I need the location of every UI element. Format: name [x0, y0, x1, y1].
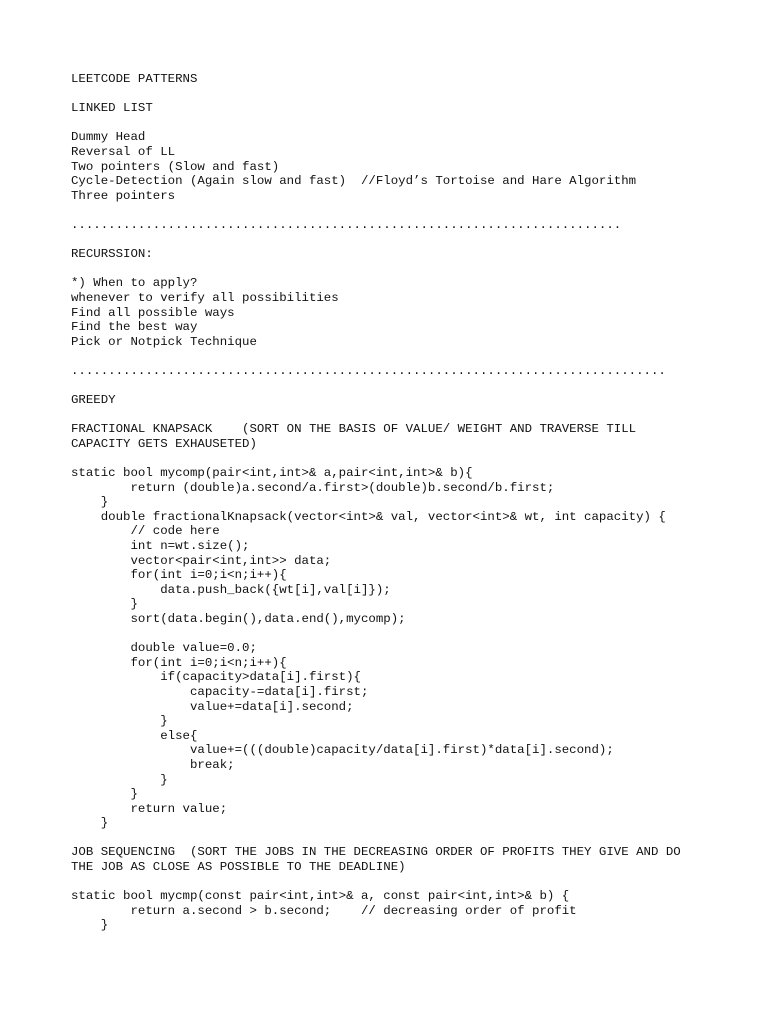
section-heading-linked-list: LINKED LIST [71, 101, 153, 116]
code-line: break; [71, 757, 235, 772]
code-line: else{ [71, 728, 198, 743]
code-line: } [71, 714, 168, 729]
blank-line [71, 875, 731, 890]
code-line: return a.second > b.second; // decreasing order of profit [71, 903, 577, 918]
doc-title: LEETCODE PATTERNS [71, 72, 198, 86]
list-item: Find all possible ways [71, 305, 235, 320]
code-line: static bool mycomp(pair<int,int>& a,pair<int,int>& b){ [71, 466, 473, 481]
blank-line [71, 378, 731, 393]
document-page [71, 72, 731, 933]
list-item: Cycle-Detection (Again slow and fast) //Floyd’s Tortoise and Hare Algorithm [71, 174, 637, 189]
subsection-heading-job-sequencing: JOB SEQUENCING (SORT THE JOBS IN THE DECREASING ORDER OF PROFITS THEY GIVE AND DO [71, 845, 681, 860]
list-item: Find the best way [71, 320, 198, 335]
code-line: value+=(((double)capacity/data[i].first)*data[i].second); [71, 743, 614, 758]
code-line: double value=0.0; [71, 641, 257, 656]
list-item: Dummy Head [71, 130, 146, 145]
code-line: } [71, 918, 109, 933]
blank-line [71, 203, 731, 218]
blank-line [71, 831, 731, 846]
code-line: vector<pair<int,int>> data; [71, 553, 332, 568]
list-item: whenever to verify all possibilities [71, 290, 339, 305]
code-line: return (double)a.second/a.first>(double)b.second/b.first; [71, 480, 555, 495]
code-line: for(int i=0;i<n;i++){ [71, 655, 287, 670]
code-line: if(capacity>data[i].first){ [71, 670, 361, 685]
dotted-separator: ................................................................................ [71, 363, 666, 378]
code-line: } [71, 772, 168, 787]
subsection-heading-fractional-knapsack: FRACTIONAL KNAPSACK (SORT ON THE BASIS OF VALUE/ WEIGHT AND TRAVERSE TILL [71, 422, 637, 437]
list-item: Two pointers (Slow and fast) [71, 159, 280, 174]
code-line: return value; [71, 801, 228, 816]
code-line: } [71, 495, 109, 510]
blank-line [71, 349, 731, 364]
code-line: static bool mycmp(const pair<int,int>& a, const pair<int,int>& b) { [71, 889, 570, 904]
code-line: int n=wt.size(); [71, 539, 250, 553]
code-line: double fractionalKnapsack(vector<int>& val, vector<int>& wt, int capacity) { [71, 509, 666, 524]
subsection-heading-fractional-knapsack: CAPACITY GETS EXHAUSETED) [71, 436, 257, 451]
code-line: value+=data[i].second; [71, 699, 354, 714]
code-line: for(int i=0;i<n;i++){ [71, 568, 287, 583]
section-heading-greedy: GREEDY [71, 393, 116, 408]
list-item: *) When to apply? [71, 276, 198, 291]
blank-line [71, 451, 731, 466]
code-line: } [71, 597, 138, 612]
blank-line [71, 233, 731, 248]
blank-line [71, 408, 731, 423]
list-item: Reversal of LL [71, 144, 176, 159]
code-line: data.push_back({wt[i],val[i]}); [71, 582, 391, 597]
code-line: } [71, 816, 109, 831]
blank-line [71, 262, 731, 277]
section-heading-recursion: RECURSSION: [71, 247, 153, 262]
list-item: Pick or Notpick Technique [71, 334, 257, 349]
code-line: } [71, 787, 138, 802]
dotted-separator: .......................................................................... [71, 217, 622, 232]
list-item: Three pointers [71, 188, 176, 203]
code-line: capacity-=data[i].first; [71, 684, 369, 699]
blank-line [71, 627, 731, 642]
blank-line [71, 116, 731, 131]
blank-line [71, 87, 731, 102]
code-line: // code here [71, 524, 220, 539]
subsection-heading-job-sequencing: THE JOB AS CLOSE AS POSSIBLE TO THE DEADLINE) [71, 860, 406, 875]
code-line: sort(data.begin(),data.end(),mycomp); [71, 611, 406, 626]
